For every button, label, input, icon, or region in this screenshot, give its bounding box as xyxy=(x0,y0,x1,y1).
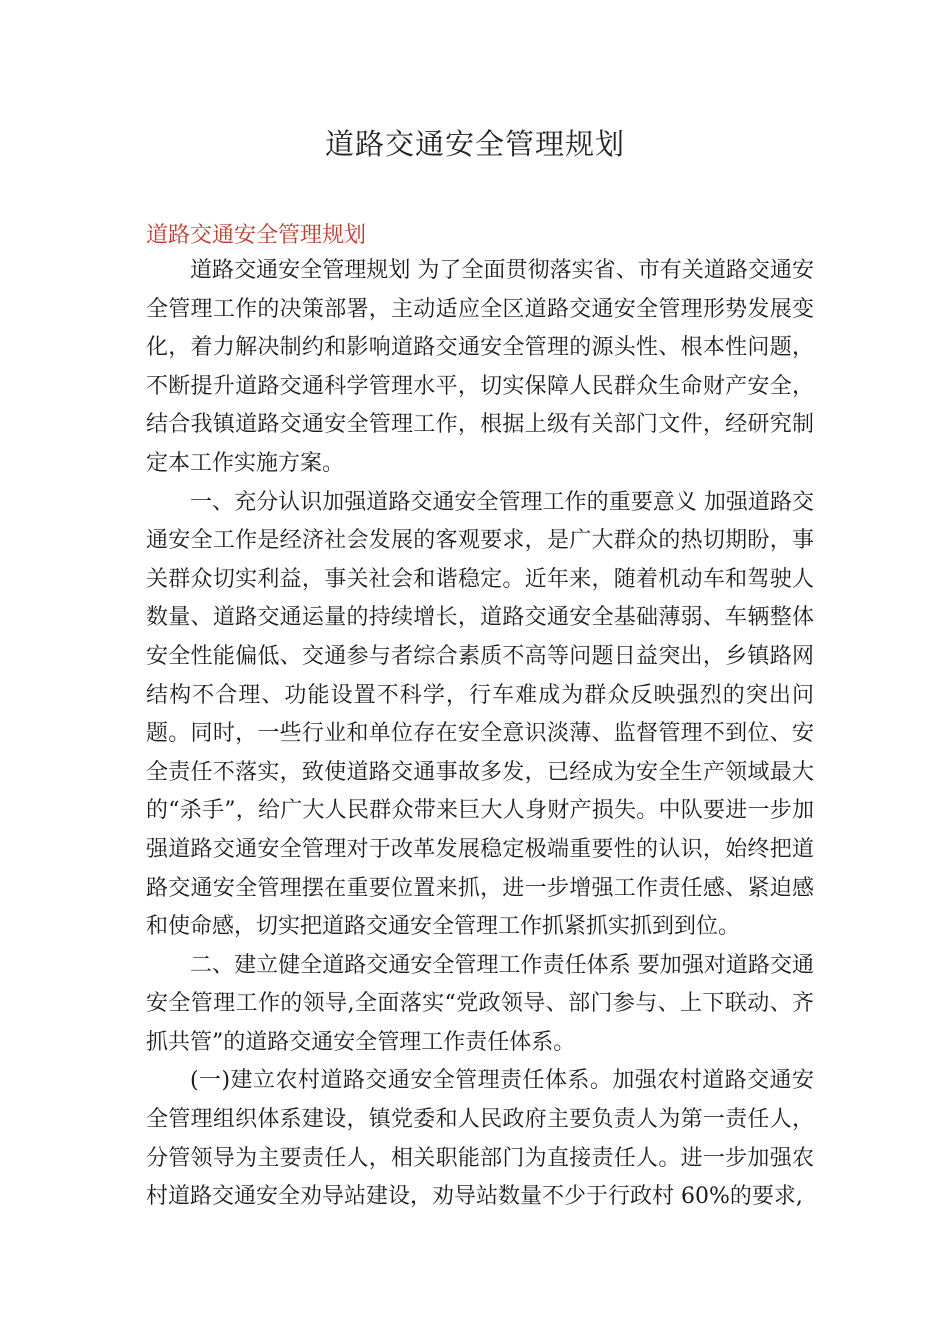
document-body xyxy=(146,252,814,1217)
document-subtitle: 道路交通安全管理规划 xyxy=(146,223,367,248)
paragraph-intro: 道路交通安全管理规划 为了全面贯彻落实省、市有关道路交通安全管理工作的决策部署，主动适应全区道路交通安全管理形势发展变化，着力解决制约和影响道路交通安全管理的源头性、根本性问题，不断提升道路交通科学管理水平，切实保障人民群众生命财产安全，结合我镇道路交通安全管理工作，根据上级有关部门文件，经研究制定本工作实施方案。 xyxy=(146,258,814,476)
paragraph-section-1: 一、充分认识加强道路交通安全管理工作的重要意义 加强道路交通安全工作是经济社会发展的客观要求，是广大群众的热切期盼，事关群众切实利益，事关社会和谐稳定。近年来，随着机动车和驾驶人数量、道路交通运量的持续增长，道路交通安全基础薄弱、车辆整体安全性能偏低、交通参与者综合素质不高等问题日益突出，乡镇路网结构不合理、功能设置不科学，行车难成为群众反映强烈的突出问题。同时，一些行业和单位存在安全意识淡薄、监督管理不到位、安全责任不落实，致使道路交通事故多发，已经成为安全生产领域最大的“杀手”，给广大人民群众带来巨大人身财产损失。中队要进一步加强道路交通安全管理对于改革发展稳定极端重要性的认识，始终把道路交通安全管理摆在重要位置来抓，进一步增强工作责任感、紧迫感和使命感，切实把道路交通安全管理工作抓紧抓实抓到到位。 xyxy=(146,489,814,940)
paragraph-subsection-1: (一)建立农村道路交通安全管理责任体系。加强农村道路交通安全管理组织体系建设，镇党委和人民政府主要负责人为第一责任人，分管领导为主要责任人，相关职能部门为直接责任人。进一步加强农村道路交通安全劝导站建设，劝导站数量不少于行政村 60%的要求, xyxy=(146,1068,814,1210)
paragraph-section-2: 二、建立健全道路交通安全管理工作责任体系 要加强对道路交通安全管理工作的领导,全面落实“党政领导、部门参与、上下联动、齐抓共管”的道路交通安全管理工作责任体系。 xyxy=(146,952,814,1055)
document-title: 道路交通安全管理规划 xyxy=(324,127,625,161)
